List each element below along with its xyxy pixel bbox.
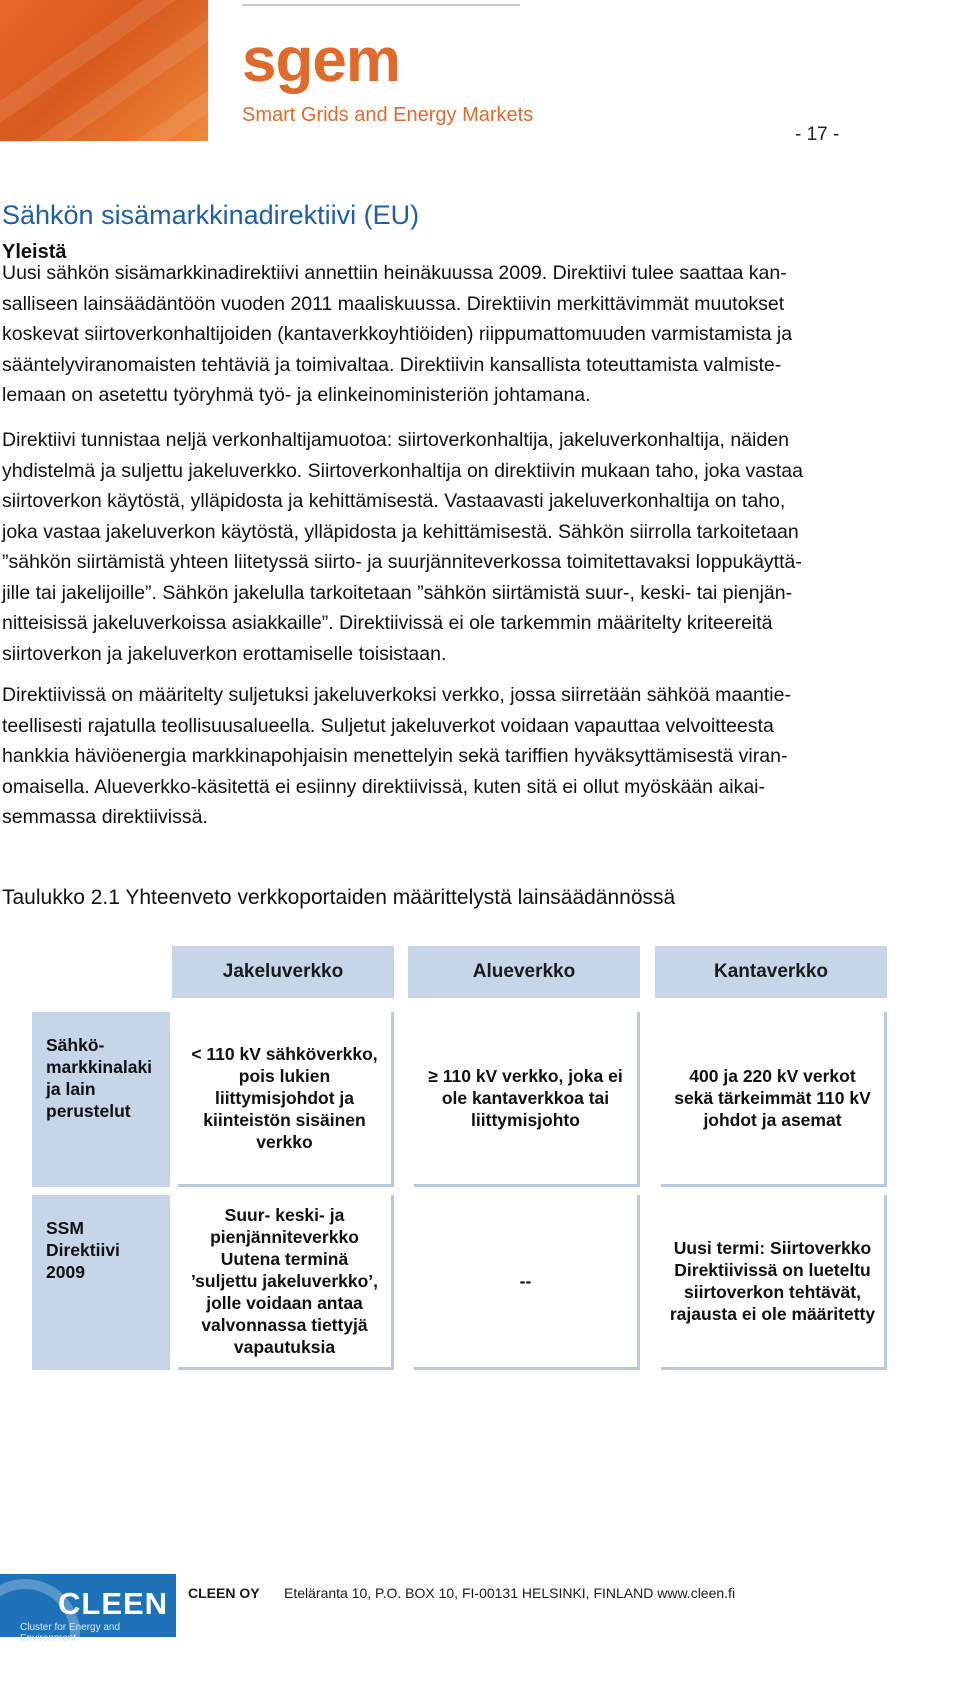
cleen-logo-tagline: Cluster for Energy and Environment xyxy=(20,1622,121,1644)
table-cell xyxy=(414,1012,640,1187)
table-cell xyxy=(414,1195,640,1370)
table-cell-line: Uusi termi: Siirtoverkko xyxy=(673,1238,872,1258)
section-title: Sähkön sisämarkkinadirektiivi (EU) xyxy=(2,200,420,230)
paragraph-line: jille tai jakelijoille”. Sähkön jakelulla tarkoitetaan ”sähkön siirtämistä suur-, keski- tai pienjän- xyxy=(2,581,793,604)
table-cell-line: 400 ja 220 kV verkot xyxy=(689,1066,856,1086)
paragraph-closed-network xyxy=(2,680,958,833)
row-label-line: SSM xyxy=(46,1218,84,1238)
table-cell-line: kiinteistön sisäinen xyxy=(203,1110,366,1130)
paragraph-line: lemaan on asetettu työryhmä työ- ja elinkeinoministeriön johtamana. xyxy=(2,384,591,406)
table-cell-line: ≥ 110 kV verkko, joka ei xyxy=(428,1066,623,1086)
paragraph-line: nitteisissä jakeluverkoissa asiakkaille”. Direktiivissä ei ole tarkemmin määritelty kriteereitä xyxy=(2,612,773,634)
row-label-line: perustelut xyxy=(46,1101,131,1121)
cleen-logo-text: CLEEN xyxy=(58,1586,169,1621)
table-cell xyxy=(178,1012,394,1187)
paragraph-line: salliseen lainsäädäntöön vuoden 2011 maaliskuussa. Direktiivin merkittävimmät muutokset xyxy=(2,292,785,315)
paragraph-line: joka vastaa jakeluverkon käytöstä, ylläpidosta ja kehittämisestä. Sähkön siirrolla tarkoitetaan xyxy=(2,520,799,543)
table-cell-line: johdot ja asemat xyxy=(703,1110,842,1130)
table-cell-line: jolle voidaan antaa xyxy=(206,1293,363,1313)
paragraph-line: teellisesti rajatulla teollisuusalueella. Suljetut jakeluverkot voidaan vapauttaa velvoitteesta xyxy=(2,714,774,737)
table-cell-line: -- xyxy=(519,1271,532,1291)
table-cell-line: liittymisjohdot ja xyxy=(214,1088,355,1108)
table-column-header: Jakeluverkko xyxy=(172,946,394,998)
paragraph-line: yhdistelmä ja suljettu jakeluverkko. Siirtoverkonhaltija on direktiivin mukaan taho, joka vastaa xyxy=(2,459,803,482)
paragraph-line: semmassa direktiivissä. xyxy=(2,806,208,828)
table-row-label xyxy=(32,1195,170,1370)
table-cell-line: pois lukien xyxy=(238,1066,331,1086)
table-cell-line: Suur- keski- ja xyxy=(224,1205,345,1225)
cleen-logo xyxy=(0,1574,176,1644)
sgem-tagline: Smart Grids and Energy Markets xyxy=(242,104,534,126)
paragraph-line: Direktiivi tunnistaa neljä verkonhaltijamuotoa: siirtoverkonhaltija, jakeluverkonhaltija, näiden xyxy=(2,429,789,451)
paragraph-line: omaisella. Alueverkko-käsitettä ei esiinny direktiivissä, kuten sitä ei ollut myöskään aikai- xyxy=(2,775,766,798)
row-label-line: 2009 xyxy=(46,1262,85,1282)
paragraph-line: Uusi sähkön sisämarkkinadirektiivi annettiin heinäkuussa 2009. Direktiivi tulee saattaa kan- xyxy=(2,262,787,284)
table-cell-line: ’suljettu jakeluverkko’, xyxy=(190,1271,379,1291)
table-caption: Taulukko 2.1 Yhteenveto verkkoportaiden määrittelystä lainsäädännössä xyxy=(2,886,676,909)
footer-address: Eteläranta 10, P.O. BOX 10, FI-00131 HELSINKI, FINLAND www.cleen.fi xyxy=(284,1585,736,1601)
paragraph-line: hankkia häviöenergia markkinapohjaisin menettelyin sekä tariffien hyväksyttämisestä viran- xyxy=(2,745,788,767)
table-cell-line: rajausta ei ole määritetty xyxy=(669,1304,876,1324)
paragraph-line: siirtoverkon ja jakeluverkon erottamiselle toisistaan. xyxy=(2,642,447,665)
paragraph-network-types xyxy=(2,425,958,669)
table-cell-line: ole kantaverkkoa tai xyxy=(441,1088,610,1108)
paragraph-line: siirtoverkon käytöstä, ylläpidosta ja kehittämisestä. Vastaavasti jakeluverkonhaltija on taho, xyxy=(2,490,786,512)
header-rule xyxy=(242,4,520,6)
subheading: Yleistä xyxy=(2,241,67,263)
page-number: - 17 - xyxy=(795,124,840,145)
table-column-header: Alueverkko xyxy=(408,946,640,998)
table-cell xyxy=(661,1012,887,1187)
row-label-line: markkinalaki xyxy=(46,1057,153,1077)
row-label-line: ja lain xyxy=(46,1079,96,1099)
sgem-logo-graphic xyxy=(0,0,208,141)
table-cell xyxy=(178,1195,394,1370)
table-cell-line: vapautuksia xyxy=(233,1337,336,1357)
table-cell-line: pienjänniteverkko xyxy=(210,1227,359,1247)
table-column-header: Kantaverkko xyxy=(655,946,887,998)
table-cell-line: valvonnassa tiettyjä xyxy=(201,1315,368,1335)
table-cell-line: liittymisjohto xyxy=(471,1110,580,1130)
table-cell-line: < 110 kV sähköverkko, xyxy=(191,1044,378,1064)
table-cell-line: verkko xyxy=(256,1132,313,1152)
row-label-line: Sähkö- xyxy=(46,1035,105,1055)
table-cell-line: sekä tärkeimmät 110 kV xyxy=(674,1088,871,1108)
paragraph-line: Direktiivissä on määritelty suljetuksi jakeluverkoksi verkko, jossa siirretään sähköä maantie- xyxy=(2,684,791,706)
table-cell-line: Direktiivissä on lueteltu xyxy=(674,1260,871,1280)
table-cell-line: siirtoverkon tehtävät, xyxy=(683,1282,861,1302)
paragraph-line: ”sähkön siirtämistä yhteen liitetyssä siirto- ja suurjänniteverkossa toimitettavaksi loppukäyttä- xyxy=(2,551,802,573)
sgem-logo-text: sgem xyxy=(242,26,400,95)
paragraph-line: sääntelyviranomaisten tehtäviä ja toimivaltaa. Direktiivin kansallista toteuttamista valmiste- xyxy=(2,353,782,376)
table-cell xyxy=(661,1195,887,1370)
paragraph-line: koskevat siirtoverkonhaltijoiden (kantaverkkoyhtiöiden) riippumattomuuden varmistamista ja xyxy=(2,323,793,345)
table-cell-line: Uutena terminä xyxy=(220,1249,349,1269)
paragraph-general xyxy=(2,258,958,411)
table-row-label xyxy=(32,1012,170,1187)
footer-company: CLEEN OY xyxy=(188,1585,260,1601)
row-label-line: Direktiivi xyxy=(46,1240,120,1260)
